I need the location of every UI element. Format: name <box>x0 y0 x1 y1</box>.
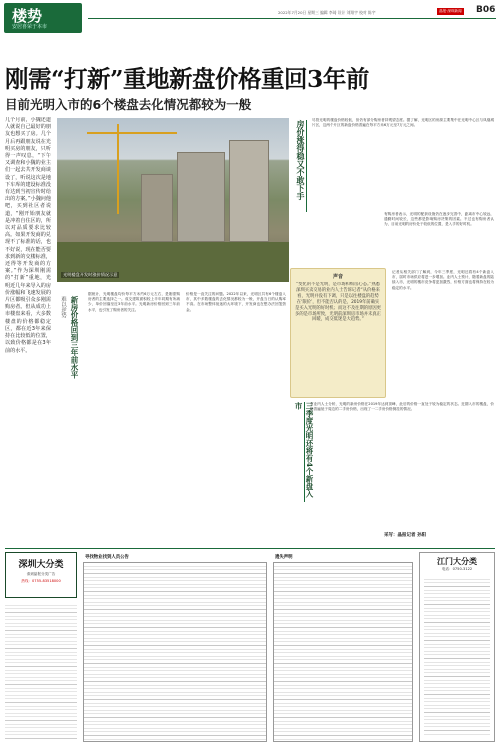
ads-grid-left <box>5 602 77 742</box>
right-text-3: 记者从相关部门了解到，今年三季度，光明还将有4个新盘入市，届时市场供应将进一步增加。业内人士预计，随着新盘的陆续入市，光明的楼市竞争将更加激烈，价格方面也将保持在较为稳定的水平。 <box>392 270 494 290</box>
section-heading-3: 房价涨得稳又不敢下手 <box>296 120 306 200</box>
quote-box <box>290 268 386 398</box>
tower-crane <box>117 124 119 214</box>
mid-text-2: 价格是一直关注的问题。2022年以来，光明区共有6个楼盘入市，其中多数楼盘的去化情况都较为一般，开盘当日的认购率不高。在市场整体低迷的大环境下，开发商也在想办法回笼资金。 <box>186 292 286 312</box>
right-text-1: 尽管光明的楼盘价格较低，但仍有部分购房者持观望态度。据了解，光明区的房源主要集中在光明中心区与凤凰城片区，这两个片区的新盘价格普遍在每平方米6万元至7万元之间。 <box>312 118 494 128</box>
quote-body: “变化的不是光明，是市场和购房心态。”熟悉深圳买卖交易的业内人士告诉记者“从价格来看，光明并没有下调，只是以往楼盘的趋势在‘限价’，但不能否认的是，2019年前确实是买入光明的好时机；而这不及往期的原因更多的是市场所致，光明前深圳房市场并未真正回暖，成交低迷是大趋势。” <box>295 282 381 323</box>
left-column-text: 几个月前，小魏还道人就说自己最好的朋友也想买了房。几个月后再跟朋友说在光明买房的朋友，只听得一声叹息，“下午又调查和小魏的业主们一起去共开发商谈设了，听说这次是地下车库的建设标准没有达到当初宣传时给出的方案。”小魏问他吧，买到社区者说道，“刚开始朋友就是冲着自住区的，所以对品质要求比较高。如果开发商的兑现不了标准的话，也不好说，现在能否要求到新的交楼标准，还得等开发商的方案。”作为深圳刚需的“打新”重地，光明近几年来导入的房价涨幅和飞速发展的片区都吸引众多刚需购房者。但从成功上市楼盘来看，大多数楼盘的价格都稳定区，都在近3年来保持在比较低的位置，以致价格都是在3年前的水平。 <box>5 117 51 354</box>
masthead-rule <box>88 18 496 19</box>
ads-grid-mid <box>83 562 267 742</box>
section-heading-1-small: 难以逆势 <box>60 296 66 318</box>
building-block <box>141 174 173 242</box>
classified-ads <box>5 552 495 744</box>
section-heading-1: 新房价格回到三年前水平 <box>70 296 79 379</box>
mid-text-3: 有业内人士分析，光明的新房价格在2019年达到顶峰，此后的价格一直处于较为稳定的状态。近期入市的楼盘，价格普遍低于周边的二手房价格，出现了一二手房价格倒挂的情况。 <box>310 402 494 412</box>
mid-text-1: 据统计，光明楼盘均价每平方米约6万元左右，是刚需购房者的主要选择之一。成交建筑面积较上半年同期有所减少，单价回落至近3年前水平。光明新房价格回到三年前水平，也引发了购房者的关注。 <box>88 292 180 312</box>
ads-phone: 热线：0755-83518000 <box>21 579 61 583</box>
tower-crane-arm <box>87 132 177 134</box>
ads-column-title-2: 遗失声明 <box>275 555 293 560</box>
ads-brand: 深圳大分类 <box>18 560 64 570</box>
sub-headline: 目前光明入市的6个楼盘去化情况都较为一般 <box>5 97 252 112</box>
section-title: 楼势 <box>12 7 43 25</box>
section-heading-1-box <box>57 296 83 426</box>
right-ads-grid <box>424 576 490 736</box>
page-number: B06 <box>476 5 496 15</box>
construction-photo <box>57 118 289 282</box>
date-line: 2022年7月20日 星期三 编辑 李琦 设计 刘翔宇 校对 陈宇 <box>278 10 376 15</box>
right-ads-brand: 江门大分类 <box>437 556 477 566</box>
ads-brand-sub: 请到晶报分类广告 <box>26 572 56 576</box>
building-block <box>229 140 269 242</box>
right-ads-box <box>419 552 495 742</box>
right-text-2: 有购房者表示，光明的配套设施仍在逐步完善中，距离市中心较远，通勤时间较长，这些都是影响购房决策的因素。不过也有购房者认为，目前光明的房价处于较低的位置，是入手的好时机。 <box>384 212 494 227</box>
section-heading-2: 三季度光明还将有4个新盘入市 <box>294 402 314 498</box>
byline: 采写：晶报记者 孙阳 <box>384 533 427 538</box>
section-logo <box>4 3 82 33</box>
ads-column-title-1: 寻找物业找到人员公告 <box>85 555 129 560</box>
ads-brand-box <box>5 552 77 598</box>
quote-title: 声音 <box>332 274 343 280</box>
masthead-bar <box>0 0 500 38</box>
photo-caption: 光明楼盘开发时涨价情况示意 <box>63 272 118 277</box>
section-heading-2-rule <box>304 402 305 502</box>
section-slogan: 安居喜荣于本市 <box>12 24 48 30</box>
section-tag: 晶报·深圳新闻 <box>439 9 462 13</box>
ads-grid-right <box>273 562 413 742</box>
main-headline: 刚需“打新”重地新盘价格重回3年前 <box>5 65 369 93</box>
building-block <box>177 152 225 242</box>
section-heading-3-rule <box>306 120 307 212</box>
ads-separator <box>5 548 495 549</box>
right-ads-sub: 电话：0750-3122 <box>441 567 473 571</box>
